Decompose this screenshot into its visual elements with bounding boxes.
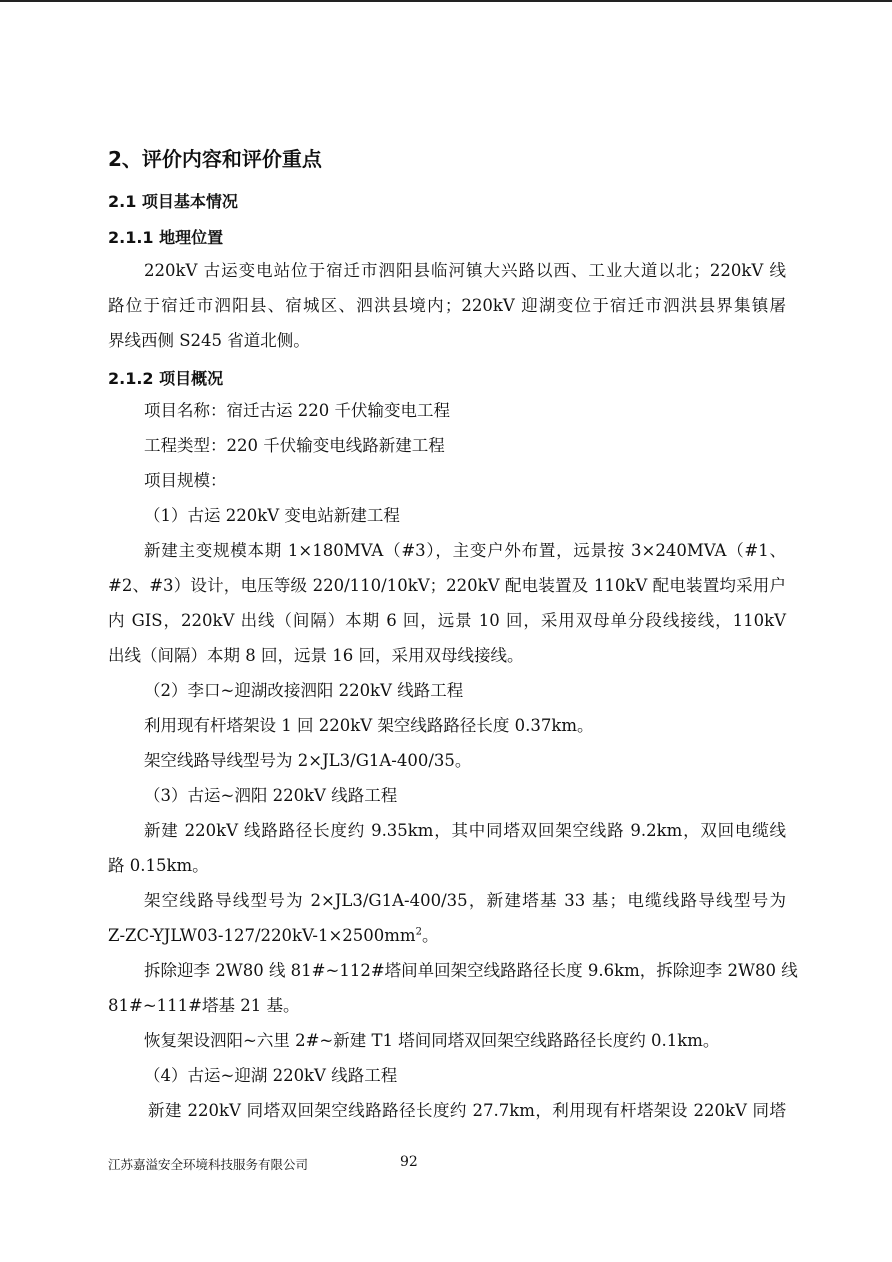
item-3-title: （3）古运~泗阳 220kV 线路工程 xyxy=(144,786,398,805)
cable-model-superscript: 2 xyxy=(415,926,422,938)
item-3-line-1: 新建 220kV 线路路径长度约 9.35km，其中同塔双回架空线路 9.2km，双回电缆线 xyxy=(144,821,786,840)
section-title: 2、评价内容和评价重点 xyxy=(108,147,322,171)
item-2-line-1: 利用现有杆塔架设 1 回 220kV 架空线路路径长度 0.37km。 xyxy=(144,716,594,735)
project-name: 项目名称：宿迁古运 220 千伏输变电工程 xyxy=(144,401,450,420)
page-top-border xyxy=(0,0,892,2)
item-3-line-7: 恢复架设泗阳~六里 2#~新建 T1 塔间同塔双回架空线路路径长度约 0.1km。 xyxy=(144,1031,720,1050)
item-3-line-4 xyxy=(108,923,788,949)
heading-2-1-2: 2.1.2 项目概况 xyxy=(108,369,224,388)
location-line-1: 220kV 古运变电站位于宿迁市泗阳县临河镇大兴路以西、工业大道以北；220kV 线 xyxy=(144,261,786,280)
page-number: 92 xyxy=(400,1154,418,1170)
item-1-title: （1）古运 220kV 变电站新建工程 xyxy=(144,506,400,525)
item-2-title: （2）李口~迎湖改接泗阳 220kV 线路工程 xyxy=(144,681,464,700)
cable-model-text: Z-ZC-YJLW03-127/220kV-1×2500mm xyxy=(108,926,416,945)
heading-2-1: 2.1 项目基本情况 xyxy=(108,192,238,211)
heading-2-1-1: 2.1.1 地理位置 xyxy=(108,228,224,247)
project-scale: 项目规模： xyxy=(144,471,227,490)
item-4-title: （4）古运~迎湖 220kV 线路工程 xyxy=(144,1066,398,1085)
item-1-line-1: 新建主变规模本期 1×180MVA（#3），主变户外布置，远景按 3×240MVA（#1、 xyxy=(144,541,786,560)
item-1-line-4: 出线（间隔）本期 8 回，远景 16 回，采用双母线接线。 xyxy=(108,646,524,665)
footer-company: 江苏嘉溢安全环境科技服务有限公司 xyxy=(108,1157,309,1172)
location-line-3: 界线西侧 S245 省道北侧。 xyxy=(108,331,310,350)
location-line-2: 路位于宿迁市泗阳县、宿城区、泗洪县境内；220kV 迎湖变位于宿迁市泗洪县界集镇屠 xyxy=(108,296,786,315)
item-3-line-5: 拆除迎李 2W80 线 81#~112#塔间单回架空线路路径长度 9.6km，拆除迎李 2W80 线 xyxy=(144,961,798,980)
cable-model-end: 。 xyxy=(421,926,439,945)
item-1-line-2: #2、#3）设计，电压等级 220/110/10kV；220kV 配电装置及 110kV 配电装置均采用户 xyxy=(108,576,786,595)
item-3-line-2: 路 0.15km。 xyxy=(108,856,209,875)
item-1-line-3: 内 GIS，220kV 出线（间隔）本期 6 回，远景 10 回，采用双母单分段线接线，110kV xyxy=(108,611,786,630)
item-3-line-3: 架空线路导线型号为 2×JL3/G1A-400/35，新建塔基 33 基；电缆线路导线型号为 xyxy=(144,891,786,910)
item-2-line-2: 架空线路导线型号为 2×JL3/G1A-400/35。 xyxy=(144,751,472,770)
project-type: 工程类型：220 千伏输变电线路新建工程 xyxy=(144,436,445,455)
item-4-line-1: 新建 220kV 同塔双回架空线路路径长度约 27.7km，利用现有杆塔架设 220kV 同塔 xyxy=(148,1101,786,1120)
item-3-line-6: 81#~111#塔基 21 基。 xyxy=(108,996,300,1015)
